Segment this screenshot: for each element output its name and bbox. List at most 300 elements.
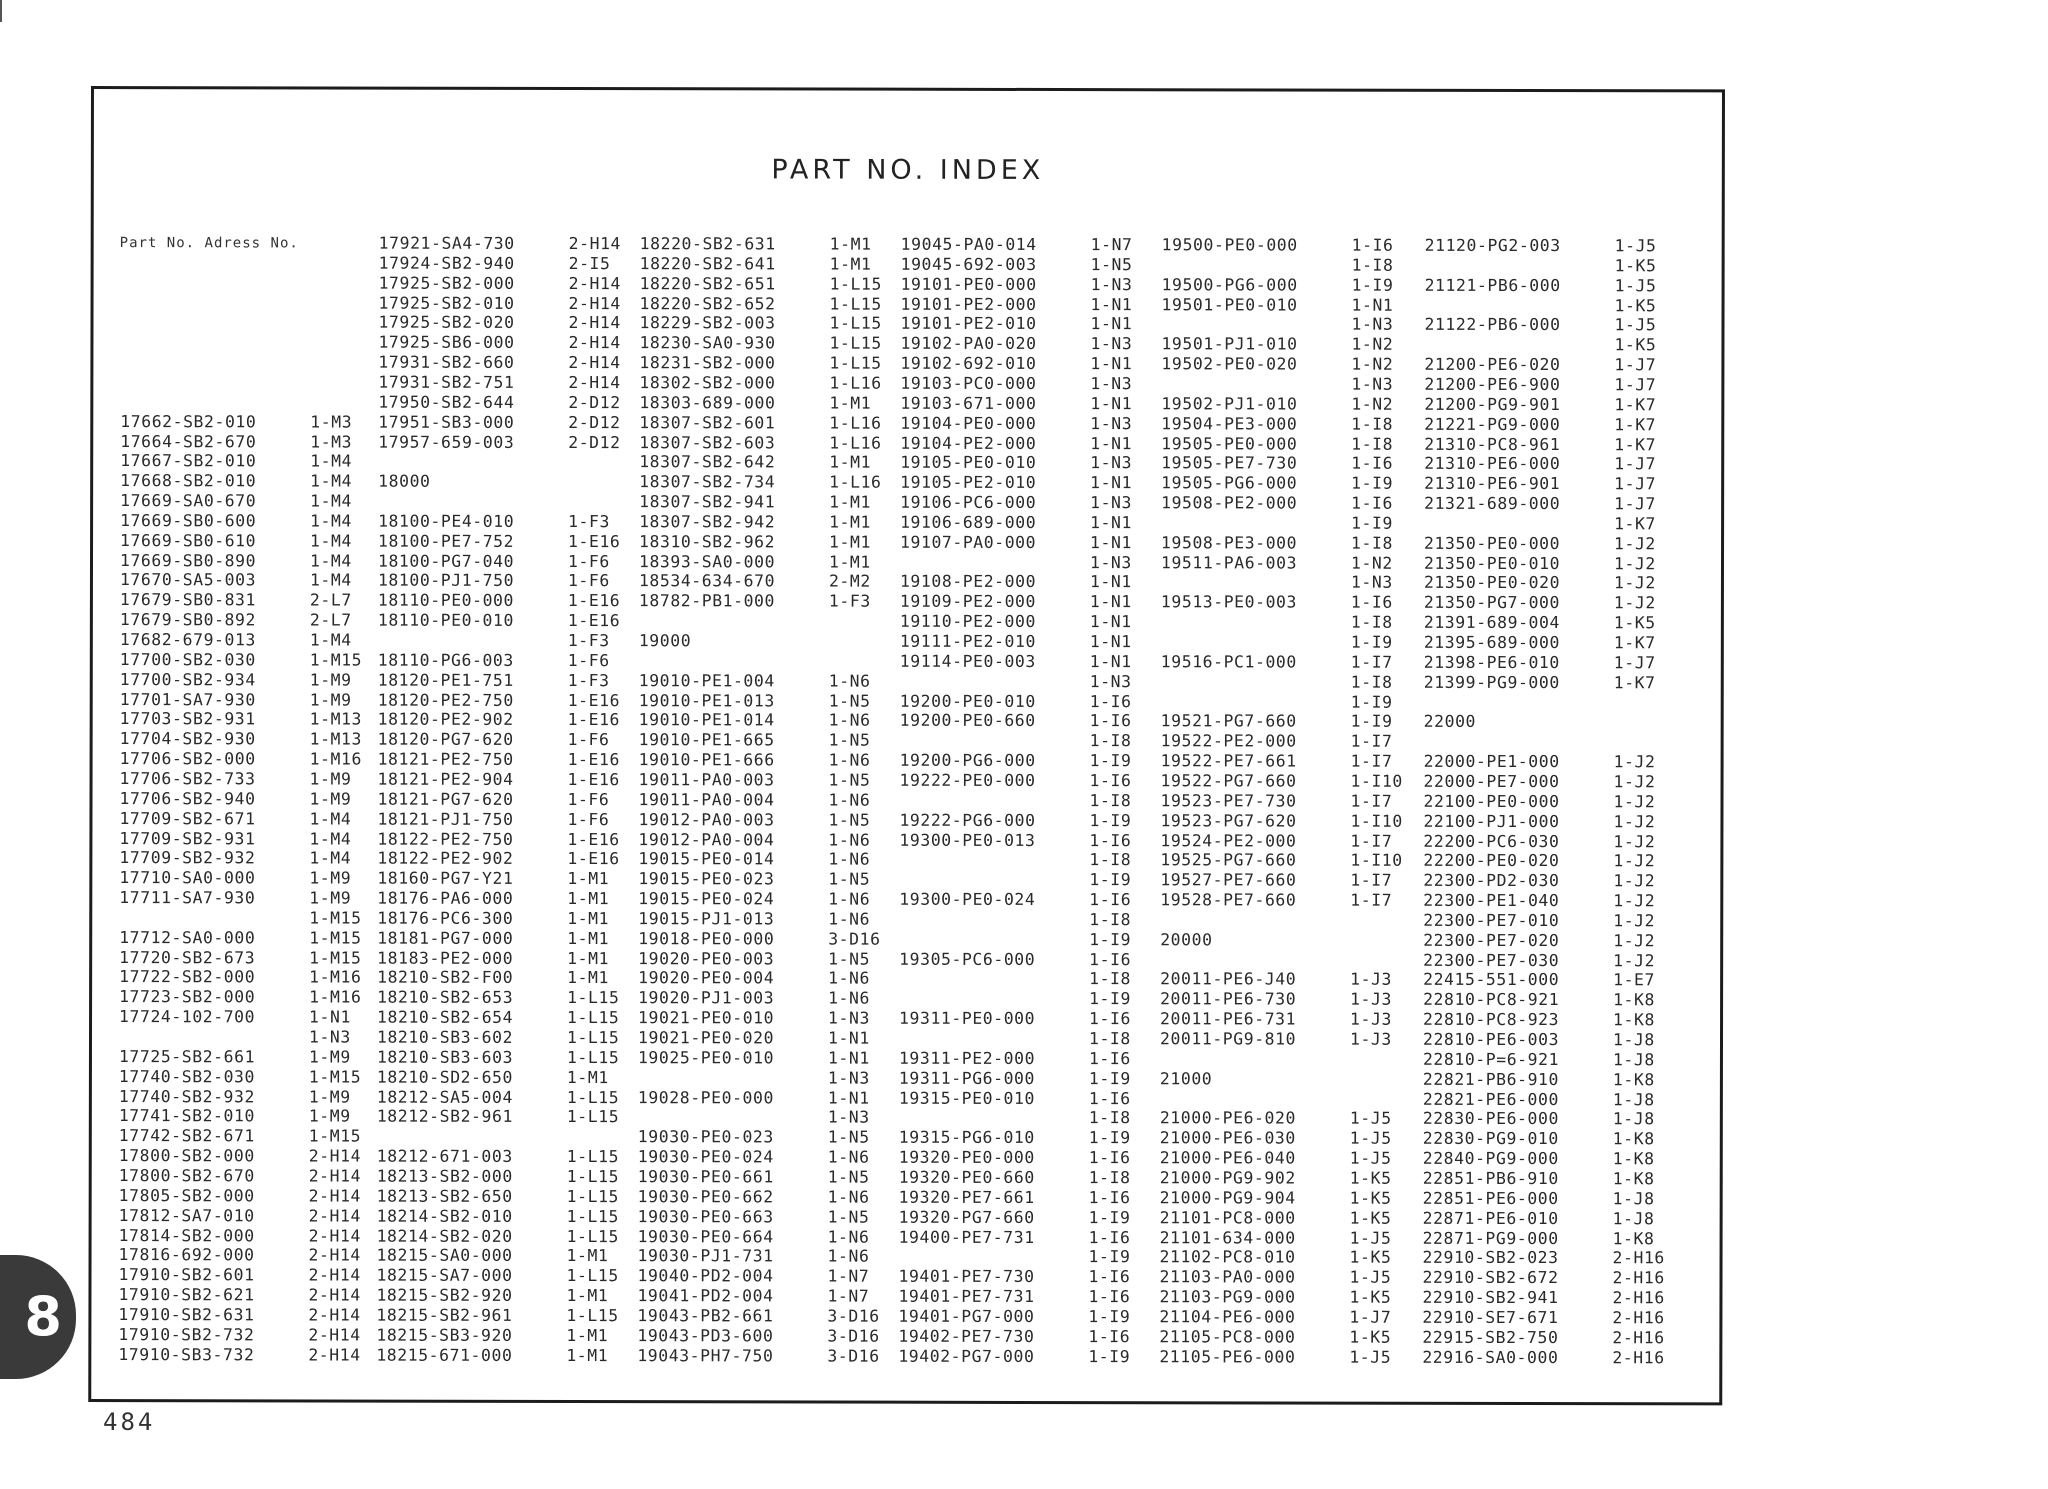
index-entry xyxy=(900,592,1162,613)
index-entry xyxy=(1160,1128,1422,1149)
part-number: 17925-SB2-010 xyxy=(378,293,515,313)
index-entry xyxy=(900,493,1162,514)
address-number: 2-D12 xyxy=(568,392,621,412)
part-number: 17800-SB2-000 xyxy=(118,1146,255,1166)
part-number: 19106-PC6-000 xyxy=(900,492,1037,513)
index-entry xyxy=(1161,632,1423,653)
part-number: 19015-PE0-014 xyxy=(638,849,775,869)
address-number: 1-I6 xyxy=(1351,493,1394,513)
part-number: 22910-SB2-941 xyxy=(1422,1287,1559,1308)
index-entry xyxy=(1160,870,1422,891)
address-number: 1-E16 xyxy=(567,769,620,790)
index-entry xyxy=(1425,256,1687,277)
index-entry xyxy=(1424,434,1686,455)
part-number: 19045-PA0-014 xyxy=(900,234,1037,254)
index-entry xyxy=(637,1266,899,1287)
part-number: 18100-PE4-010 xyxy=(378,511,515,531)
address-number: 1-K5 xyxy=(1613,613,1656,633)
part-number: 21350-PE0-000 xyxy=(1424,533,1561,553)
index-entry xyxy=(119,928,381,949)
index-entry xyxy=(376,1305,638,1326)
index-entry xyxy=(377,829,639,850)
address-number: 1-M1 xyxy=(567,908,610,928)
address-number: 1-M15 xyxy=(309,948,362,968)
address-number: 1-L15 xyxy=(566,1186,620,1206)
index-entry xyxy=(378,392,640,413)
part-number: 18534-634-670 xyxy=(638,571,776,591)
address-number: 1-M1 xyxy=(829,393,872,413)
part-number: 19501-PE0-010 xyxy=(1161,294,1298,315)
part-number: 18122-PE2-902 xyxy=(377,848,514,869)
part-number: 18307-SB2-941 xyxy=(639,492,776,512)
index-entry xyxy=(119,908,381,929)
index-entry xyxy=(639,452,901,473)
part-number: 18110-PE0-000 xyxy=(377,590,515,611)
address-number: 1-M1 xyxy=(566,1286,609,1306)
part-number: 18212-SA5-004 xyxy=(376,1087,513,1107)
index-entry xyxy=(378,670,640,691)
part-number: 19200-PE0-010 xyxy=(899,691,1036,711)
index-entry xyxy=(899,1128,1161,1149)
index-entry xyxy=(898,1346,1160,1367)
part-number: 17816-692-000 xyxy=(118,1245,255,1265)
part-number: 17669-SA0-670 xyxy=(120,491,257,511)
index-entry xyxy=(639,353,901,374)
address-number: 1-J5 xyxy=(1349,1267,1392,1287)
part-number: 21102-PC8-010 xyxy=(1159,1247,1296,1267)
address-number: 1-N3 xyxy=(1090,493,1133,513)
index-entry xyxy=(378,750,640,771)
index-entry xyxy=(900,671,1162,692)
address-number: 1-F6 xyxy=(567,809,610,829)
index-entry xyxy=(120,650,382,671)
part-number: 21350-PG7-000 xyxy=(1423,593,1561,613)
address-number: 2-D12 xyxy=(568,432,621,452)
address-number: 1-M1 xyxy=(829,532,871,552)
part-number: 18210-SB2-653 xyxy=(377,987,514,1008)
index-entry xyxy=(1424,613,1686,634)
index-entry xyxy=(1423,831,1685,852)
part-number: 19030-PE0-023 xyxy=(637,1127,774,1147)
address-number: 1-N7 xyxy=(1090,235,1133,255)
index-entry xyxy=(1424,494,1686,515)
index-entry xyxy=(378,611,640,632)
group-heading xyxy=(378,472,640,493)
part-number: 22300-PE1-040 xyxy=(1423,890,1560,911)
part-number: 19011-PA0-003 xyxy=(638,770,775,790)
part-number: 19030-PE0-663 xyxy=(637,1206,774,1227)
address-number: 1-J2 xyxy=(1613,752,1656,772)
address-number: 2-H14 xyxy=(568,313,621,333)
address-number: 1-K7 xyxy=(1614,514,1656,534)
part-number: 19320-PG7-660 xyxy=(898,1207,1035,1227)
part-number: 19021-PE0-020 xyxy=(637,1028,775,1048)
address-number: 1-N1 xyxy=(1089,612,1132,632)
address-number: 1-J3 xyxy=(1349,1029,1392,1049)
index-entry xyxy=(900,473,1162,494)
index-entry xyxy=(1423,851,1685,872)
address-number: 1-N2 xyxy=(1351,354,1394,374)
address-number: 1-I6 xyxy=(1089,771,1132,791)
part-number: 19311-PG6-000 xyxy=(898,1068,1036,1088)
address-number: 1-N3 xyxy=(1351,374,1394,394)
address-number: 1-I6 xyxy=(1350,592,1393,613)
part-number: 18212-SB2-961 xyxy=(376,1106,513,1127)
index-entry xyxy=(637,1286,899,1307)
part-number: 19103-PC0-000 xyxy=(900,373,1037,393)
address-number: 1-M1 xyxy=(567,869,610,889)
address-number: 1-I9 xyxy=(1089,751,1132,771)
part-number: 17805-SB2-000 xyxy=(118,1185,255,1206)
address-number: 1-I6 xyxy=(1089,890,1132,910)
index-entry xyxy=(1161,533,1423,554)
part-number: 21321-689-000 xyxy=(1424,493,1561,514)
address-number: 2-H14 xyxy=(308,1186,362,1206)
index-entry xyxy=(639,552,901,573)
index-entry xyxy=(639,572,901,593)
address-number: 1-I6 xyxy=(1088,1187,1131,1207)
index-entry xyxy=(1423,931,1685,952)
address-number: 1-M13 xyxy=(309,709,363,729)
part-number: 19101-PE0-000 xyxy=(900,274,1037,294)
address-number: 2-H16 xyxy=(1612,1268,1665,1288)
index-entry xyxy=(1159,1307,1421,1328)
index-entry xyxy=(120,729,382,750)
index-entry xyxy=(378,432,640,453)
address-number: 1-I8 xyxy=(1350,612,1393,632)
index-entry xyxy=(640,254,902,275)
index-entry xyxy=(1424,672,1686,693)
part-number: 19516-PC1-000 xyxy=(1160,652,1297,672)
part-number: 17931-SB2-660 xyxy=(378,352,515,372)
address-number: 1-J2 xyxy=(1614,533,1656,554)
index-entry xyxy=(639,532,901,553)
address-number: 1-N1 xyxy=(1090,314,1133,334)
address-number: 2-H16 xyxy=(1612,1347,1665,1367)
part-number: 17910-SB2-631 xyxy=(118,1304,255,1325)
part-number: 19300-PE0-024 xyxy=(899,889,1036,910)
index-entry xyxy=(120,749,382,770)
index-entry xyxy=(900,513,1162,534)
address-number: 1-M4 xyxy=(310,491,353,511)
address-number: 1-M1 xyxy=(566,1067,609,1087)
index-entry xyxy=(119,1186,381,1207)
address-number: 1-L15 xyxy=(567,1008,620,1028)
address-number: 1-N2 xyxy=(1351,394,1394,414)
index-entry xyxy=(118,1285,380,1306)
index-entry xyxy=(1161,692,1423,713)
part-number: 22200-PE0-020 xyxy=(1423,851,1560,871)
address-number: 1-J8 xyxy=(1612,1208,1655,1228)
address-number: 1-I9 xyxy=(1088,1207,1131,1227)
index-entry xyxy=(119,987,381,1008)
address-number: 1-N6 xyxy=(828,750,871,770)
index-entry xyxy=(1423,1169,1685,1190)
index-entry xyxy=(119,1047,381,1068)
address-number: 2-H14 xyxy=(308,1225,361,1246)
part-number: 22810-PC8-921 xyxy=(1423,990,1560,1010)
address-number: 1-I9 xyxy=(1350,712,1393,732)
index-entry xyxy=(638,949,900,970)
address-number: 1-L15 xyxy=(566,1305,619,1325)
index-entry xyxy=(1160,890,1422,911)
address-number: 1-L15 xyxy=(829,294,882,314)
section-tab: 8 xyxy=(0,1255,76,1379)
address-number: 2-H14 xyxy=(308,1265,361,1285)
index-entry xyxy=(637,1326,899,1347)
part-number: 19222-PG6-000 xyxy=(899,810,1036,830)
index-entry xyxy=(900,652,1162,673)
address-number: 1-N5 xyxy=(827,1207,870,1227)
index-entry xyxy=(899,1108,1161,1129)
index-entry xyxy=(899,1207,1161,1228)
address-number: 1-M15 xyxy=(309,928,362,948)
index-entry xyxy=(1162,235,1424,256)
part-number: 22300-PE7-030 xyxy=(1423,950,1560,970)
address-number: 1-I8 xyxy=(1088,1029,1131,1049)
part-number: 19104-PE0-000 xyxy=(900,413,1037,433)
address-number: 1-I6 xyxy=(1351,235,1394,255)
index-entry xyxy=(119,848,381,869)
part-number: 20000 xyxy=(1160,929,1213,950)
index-entry xyxy=(639,671,901,692)
address-number: 2-H14 xyxy=(308,1305,361,1325)
address-number: 1-J5 xyxy=(1349,1228,1392,1248)
address-number: 1-I8 xyxy=(1089,969,1132,989)
address-number: 1-I10 xyxy=(1350,771,1403,791)
address-number: 1-E7 xyxy=(1613,970,1656,990)
part-number: 19045-692-003 xyxy=(900,254,1037,274)
index-entry xyxy=(1423,1050,1685,1071)
index-entry xyxy=(1423,1208,1685,1229)
part-number: 19311-PE0-000 xyxy=(899,1008,1036,1029)
part-number: 22810-PC8-923 xyxy=(1423,1009,1560,1030)
index-entry xyxy=(638,790,900,811)
address-number: 1-M4 xyxy=(309,848,352,868)
part-number: 21221-PG9-000 xyxy=(1424,414,1561,434)
address-number: 1-E16 xyxy=(567,690,621,710)
part-number: 21101-634-000 xyxy=(1159,1227,1296,1248)
index-entry xyxy=(120,511,382,532)
part-number: 17710-SA0-000 xyxy=(119,868,256,888)
address-number: 1-K5 xyxy=(1349,1247,1392,1268)
part-number: 22830-PG9-010 xyxy=(1422,1129,1559,1149)
part-number: 19030-PJ1-731 xyxy=(637,1246,774,1266)
address-number: 1-E16 xyxy=(567,611,621,631)
index-entry xyxy=(900,314,1162,335)
part-number: 18310-SB2-962 xyxy=(639,531,776,552)
address-number: 1-N3 xyxy=(1090,334,1133,354)
index-entry xyxy=(1423,891,1685,912)
part-number: 18120-PE2-902 xyxy=(377,709,514,730)
part-number: 17701-SA7-930 xyxy=(119,689,256,709)
part-number: 18307-SB2-942 xyxy=(639,512,776,532)
part-number: 19222-PE0-000 xyxy=(899,770,1036,790)
part-number: 19020-PE0-004 xyxy=(638,968,775,988)
address-number: 1-J2 xyxy=(1613,791,1656,812)
part-number: 17800-SB2-670 xyxy=(118,1165,255,1186)
address-number: 1-I8 xyxy=(1351,255,1394,275)
address-number: 1-N5 xyxy=(827,1167,870,1187)
address-number: 1-N3 xyxy=(308,1027,351,1047)
address-number: 1-N1 xyxy=(1089,632,1132,652)
index-entry xyxy=(377,849,639,870)
part-number: 18220-SB2-651 xyxy=(639,273,776,294)
part-number: 18393-SA0-000 xyxy=(638,551,776,572)
part-number: 22100-PE0-000 xyxy=(1423,791,1560,811)
part-number: 19106-689-000 xyxy=(900,512,1037,532)
part-number: 18213-SB2-650 xyxy=(376,1186,513,1206)
index-entry xyxy=(638,1246,900,1267)
index-entry xyxy=(118,1325,380,1346)
address-number: 1-N1 xyxy=(1090,294,1133,314)
index-entry xyxy=(1160,1009,1422,1030)
address-number: 1-L15 xyxy=(829,274,882,294)
address-number: 1-K7 xyxy=(1614,394,1657,415)
index-entry xyxy=(639,333,901,354)
part-number: 21391-689-004 xyxy=(1423,612,1560,633)
address-number: 1-M9 xyxy=(309,690,352,710)
part-number: 22910-SB2-672 xyxy=(1422,1267,1559,1288)
part-number: 17925-SB2-020 xyxy=(378,312,515,333)
index-entry xyxy=(377,1067,639,1088)
part-number: 17669-SB0-600 xyxy=(120,510,257,531)
address-number: 1-M1 xyxy=(567,948,610,968)
part-number: 21395-689-000 xyxy=(1423,632,1560,653)
part-number: 22100-PJ1-000 xyxy=(1423,811,1560,831)
part-number: 20011-PE6-731 xyxy=(1160,1009,1297,1029)
index-entry xyxy=(898,1267,1160,1288)
address-number: 1-M1 xyxy=(567,928,610,948)
index-entry xyxy=(1425,236,1687,257)
part-number: 21310-PE6-000 xyxy=(1424,454,1561,474)
part-number: 22871-PE6-010 xyxy=(1422,1208,1559,1228)
index-entry xyxy=(900,552,1162,573)
index-entry xyxy=(119,1146,381,1167)
index-entry xyxy=(1161,652,1423,673)
address-number: 1-I6 xyxy=(1089,830,1132,850)
part-number: 19101-PE2-010 xyxy=(900,314,1037,334)
address-number: 1-J2 xyxy=(1613,891,1656,911)
part-number: 18110-PE0-010 xyxy=(377,610,514,631)
index-entry xyxy=(639,691,901,712)
index-entry xyxy=(640,294,902,315)
address-number: 1-M4 xyxy=(309,570,352,590)
part-number: 19505-PE0-000 xyxy=(1161,433,1298,454)
index-entry xyxy=(638,1167,900,1188)
address-number: 1-M1 xyxy=(567,889,610,909)
index-entry xyxy=(378,591,640,612)
address-number: 1-N6 xyxy=(828,849,871,869)
address-number: 1-J7 xyxy=(1614,494,1657,514)
address-number: 1-N5 xyxy=(827,1127,870,1147)
part-number: 17667-SB2-010 xyxy=(120,451,257,471)
address-number: 2-M2 xyxy=(828,571,871,592)
address-number: 1-I6 xyxy=(1088,1267,1131,1287)
part-number: 18120-PE1-751 xyxy=(377,670,514,690)
address-number: 1-I9 xyxy=(1351,275,1394,295)
part-number: 21200-PG9-901 xyxy=(1424,394,1561,414)
index-entry xyxy=(638,1028,900,1049)
index-entry xyxy=(1161,771,1423,792)
index-entry xyxy=(639,413,901,434)
index-entry xyxy=(120,590,382,611)
part-number: 19012-PA0-004 xyxy=(638,829,775,849)
address-number: 1-N6 xyxy=(828,830,871,850)
index-entry xyxy=(1160,1109,1422,1130)
index-entry xyxy=(120,610,382,631)
address-number: 1-J2 xyxy=(1613,573,1656,593)
index-entry xyxy=(1160,1228,1422,1249)
part-number: 18214-SB2-020 xyxy=(376,1226,513,1246)
index-entry xyxy=(638,1207,900,1228)
index-entry xyxy=(378,551,640,572)
part-number: 17662-SB2-010 xyxy=(120,411,257,431)
index-entry xyxy=(377,1107,639,1128)
part-number: 21000-PG9-902 xyxy=(1159,1168,1296,1188)
index-entry xyxy=(379,293,641,314)
index-entry xyxy=(1424,534,1686,555)
part-number: 22810-P=6-921 xyxy=(1422,1049,1560,1069)
part-number: 17910-SB2-621 xyxy=(118,1285,255,1305)
address-number: 1-F3 xyxy=(567,670,610,690)
index-entry xyxy=(1424,653,1686,674)
part-number: 19028-PE0-000 xyxy=(637,1087,774,1107)
part-number: 19402-PE7-730 xyxy=(898,1326,1035,1346)
part-number: 21000-PG9-904 xyxy=(1159,1188,1296,1208)
index-entry xyxy=(898,1287,1160,1308)
group-heading xyxy=(1160,1069,1422,1090)
part-number: 17925-SB2-000 xyxy=(378,273,515,293)
part-number: 18100-PG7-040 xyxy=(377,551,515,571)
index-entry xyxy=(378,313,640,334)
address-number: 1-J8 xyxy=(1612,1188,1655,1209)
index-entry xyxy=(1423,792,1685,813)
part-number: 19505-PE7-730 xyxy=(1161,453,1298,473)
address-number: 1-K7 xyxy=(1613,672,1656,692)
address-number: 1-I9 xyxy=(1350,692,1393,712)
part-number: 17682-679-013 xyxy=(119,630,256,650)
address-number: 1-M15 xyxy=(309,650,363,670)
index-entry xyxy=(899,1227,1161,1248)
part-number: 19021-PE0-010 xyxy=(638,1008,775,1028)
address-number: 2-H14 xyxy=(308,1325,361,1345)
address-number: 1-L15 xyxy=(566,1027,620,1048)
index-entry xyxy=(901,274,1163,295)
address-number: 1-F6 xyxy=(567,730,610,750)
part-number: 18782-PB1-000 xyxy=(638,591,776,611)
address-number: 2-H14 xyxy=(308,1166,362,1186)
address-number: 1-N6 xyxy=(828,710,871,731)
index-entry xyxy=(378,690,640,711)
address-number: 1-I7 xyxy=(1350,731,1393,751)
part-number: 18000 xyxy=(378,471,431,491)
part-number: 19402-PG7-000 xyxy=(898,1346,1035,1366)
address-number: 3-D16 xyxy=(827,1306,880,1326)
address-number: 1-N6 xyxy=(828,889,871,909)
part-number: 19114-PE0-003 xyxy=(899,651,1036,671)
address-number: 1-N6 xyxy=(827,1147,870,1167)
address-number: 1-M13 xyxy=(309,729,362,749)
part-number: 18215-671-000 xyxy=(376,1345,513,1365)
index-entry xyxy=(1159,1267,1421,1288)
address-number: 1-F6 xyxy=(567,571,610,591)
address-number: 1-L16 xyxy=(829,433,882,453)
index-entry xyxy=(1424,633,1686,654)
address-number: 1-N5 xyxy=(828,949,871,969)
index-entry xyxy=(1422,1328,1684,1349)
index-entry xyxy=(378,353,640,374)
